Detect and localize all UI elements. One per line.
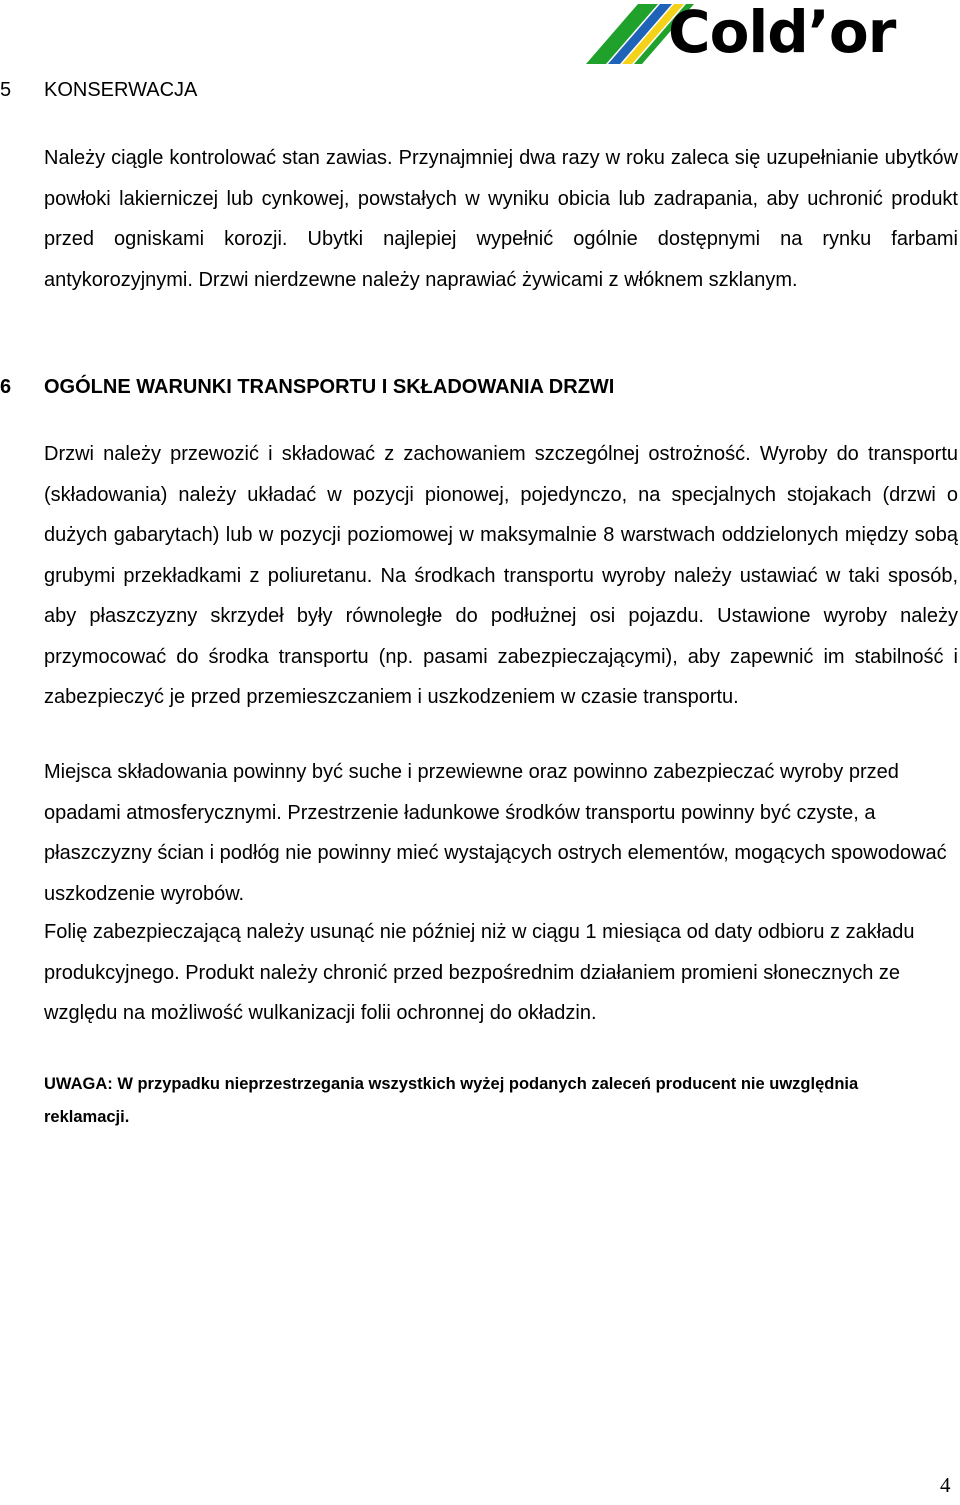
section-number: 5: [0, 79, 12, 101]
section-title: KONSERWACJA: [44, 79, 198, 101]
section-title: OGÓLNE WARUNKI TRANSPORTU I SKŁADOWANIA DRZWI: [44, 376, 615, 398]
section-6-paragraph-1: Drzwi należy przewozić i składować z zachowaniem szczególnej ostrożność. Wyroby do transportu (składowania) należy układać w pozycji pionowej, pojedynczo, na specjalnych stojakach (drzwi o dużych gabarytach) lub w pozycji poziomowej w maksymalnie 8 warstwach oddzielonych między sobą grubymi przekładkami z poliuretanu. Na środkach transportu wyroby należy ustawiać w taki sposób, aby płaszczyzny skrzydeł były równoległe do podłużnej osi pojazdu. Ustawione wyroby należy przymocować do środka transportu (np. pasami zabezpieczającymi), aby zapewnić im stabilność i zabezpieczyć je przed przemieszczaniem i uszkodzeniem w czasie transportu.: [44, 443, 958, 708]
section-6-paragraph-2: Miejsca składowania powinny być suche i przewiewne oraz powinno zabezpieczać wyroby przed opadami atmosferycznymi. Przestrzenie ładunkowe środków transportu powinny być czyste, a płaszczyzny ścian i podłóg nie powinny mieć wystających ostrych elementów, mogących spowodować uszkodzenie wyrobów.: [44, 761, 947, 905]
section-6-paragraph-3: Folię zabezpieczającą należy usunąć nie później niż w ciągu 1 miesiąca od daty odbioru z zakładu produkcyjnego. Produkt należy chronić przed bezpośrednim działaniem promieni słonecznych ze względu na możliwość wulkanizacji folii ochronnej do okładzin.: [44, 921, 915, 1024]
section-number: 6: [0, 376, 12, 398]
section-5-paragraph: Należy ciągle kontrolować stan zawias. Przynajmniej dwa razy w roku zaleca się uzupełnianie ubytków powłoki lakierniczej lub cynkowej, powstałych w wyniku obicia lub zadrapania, aby uchronić produkt przed ogniskami korozji. Ubytki najlepiej wypełnić ogólnie dostępnymi na rynku farbami antykorozyjnymi. Drzwi nierdzewne należy naprawiać żywicami z włóknem szklanym.: [44, 147, 958, 291]
page-number: 4: [940, 1473, 951, 1497]
warning-note: UWAGA: W przypadku nieprzestrzegania wszystkich wyżej podanych zaleceń producent nie uwzględnia reklamacji.: [44, 1075, 859, 1126]
logo-wordmark: Cold’or: [668, 0, 896, 66]
company-logo: [586, 0, 938, 68]
